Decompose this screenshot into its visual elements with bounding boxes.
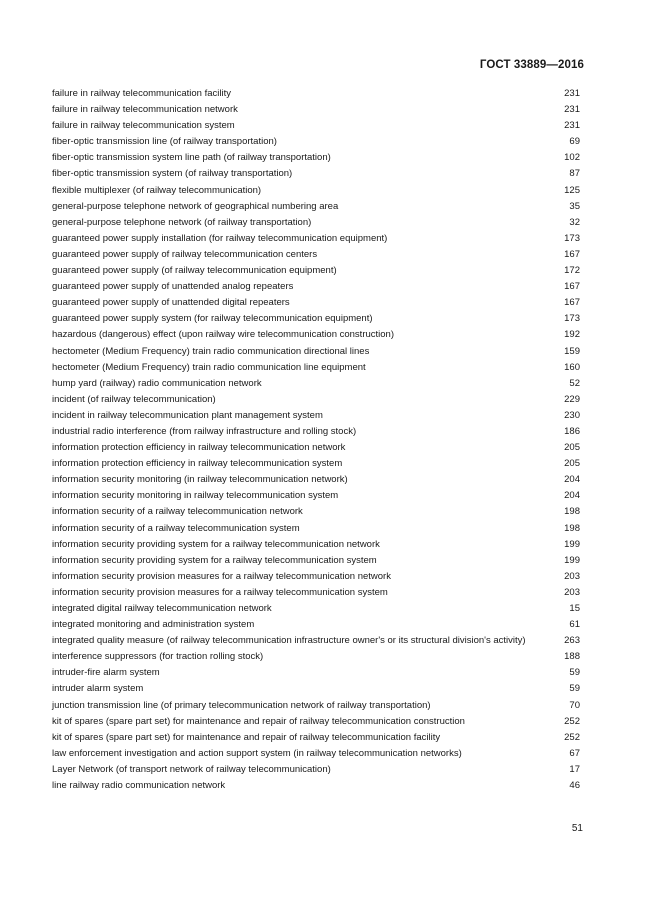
index-entry (52, 217, 580, 229)
entry-term: law enforcement investigation and action support system (in railway telecommunication networks) (52, 747, 462, 759)
entry-term: integrated quality measure (of railway telecommunication infrastructure owner's or its structural division's activity) (52, 635, 526, 647)
entry-page: 159 (564, 345, 580, 357)
entry-page: 252 (564, 731, 580, 743)
entry-term: fiber-optic transmission system line path (of railway transportation) (52, 152, 331, 164)
index-entry (52, 362, 580, 374)
entry-page: 186 (564, 425, 580, 437)
entry-term: failure in railway telecommunication system (52, 120, 235, 132)
entry-page: 102 (564, 152, 580, 164)
index-entry (52, 716, 580, 728)
entry-page: 203 (564, 570, 580, 582)
entry-term: industrial radio interference (from railway infrastructure and rolling stock) (52, 425, 357, 437)
entry-page: 204 (564, 490, 580, 502)
index-entry (52, 168, 580, 180)
index-entry (52, 201, 580, 213)
index-entry (52, 313, 580, 325)
entry-term: fiber-optic transmission line (of railway transportation) (52, 136, 277, 148)
index-entry (52, 249, 580, 261)
entry-term: information security monitoring (in railway telecommunication network) (52, 474, 348, 486)
index-entry (52, 410, 580, 422)
index-entry (52, 185, 580, 197)
entry-page: 263 (564, 635, 580, 647)
index-entry (52, 120, 580, 132)
entry-term: failure in railway telecommunication network (52, 104, 238, 116)
entry-page: 167 (564, 248, 580, 260)
entry-term: incident in railway telecommunication plant management system (52, 409, 323, 421)
entry-page: 67 (569, 747, 580, 759)
index-entry (52, 136, 580, 148)
entry-term: information security provision measures for a railway telecommunication network (52, 570, 391, 582)
entry-page: 52 (569, 377, 580, 389)
entry-term: guaranteed power supply system (for railway telecommunication equipment) (52, 313, 373, 325)
index-entry (52, 603, 580, 615)
index-entry (52, 571, 580, 583)
index-entry (52, 651, 580, 663)
entry-page: 173 (564, 232, 580, 244)
entry-term: hectometer (Medium Frequency) train radio communication line equipment (52, 361, 366, 373)
entry-term: junction transmission line (of primary telecommunication network of railway transportation) (52, 699, 431, 711)
index-entry (52, 394, 580, 406)
index-entry (52, 104, 580, 116)
entry-page: 203 (564, 586, 580, 598)
index-entry (52, 667, 580, 679)
entry-page: 229 (564, 393, 580, 405)
entry-page: 35 (569, 200, 580, 212)
entry-page: 188 (564, 651, 580, 663)
index-entry (52, 635, 580, 647)
entry-page: 231 (564, 120, 580, 132)
index-entry (52, 442, 580, 454)
entry-term: line railway radio communication network (52, 780, 226, 792)
entry-term: information protection efficiency in railway telecommunication network (52, 442, 346, 454)
index-entry (52, 265, 580, 277)
index-entry (52, 490, 580, 502)
entry-term: information security provision measures for a railway telecommunication system (52, 586, 388, 598)
entry-term: flexible multiplexer (of railway telecommunication) (52, 184, 262, 196)
entry-page: 160 (564, 361, 580, 373)
entry-term: information protection efficiency in railway telecommunication system (52, 458, 343, 470)
entry-page: 192 (564, 329, 580, 341)
entry-term: general-purpose telephone network (of railway transportation) (52, 216, 312, 228)
index-entry (52, 523, 580, 535)
entry-term: information security monitoring in railway telecommunication system (52, 490, 339, 502)
entry-term: kit of spares (spare part set) for maintenance and repair of railway telecommunication facility (52, 731, 441, 743)
index-entry (52, 748, 580, 760)
entry-page: 167 (564, 297, 580, 309)
entry-term: guaranteed power supply of unattended analog repeaters (52, 281, 294, 293)
entry-term: integrated digital railway telecommunication network (52, 603, 272, 614)
entry-page: 125 (564, 184, 580, 196)
entry-term: Layer Network (of transport network of railway telecommunication) (52, 763, 331, 775)
entry-page: 173 (564, 313, 580, 325)
entry-page: 32 (569, 216, 580, 228)
index-entry (52, 378, 580, 390)
entry-term: information security of a railway telecommunication network (52, 506, 303, 518)
entry-term: hectometer (Medium Frequency) train radio communication directional lines (52, 345, 370, 357)
entry-page: 199 (564, 554, 580, 566)
entry-page: 230 (564, 409, 580, 421)
entry-page: 204 (564, 474, 580, 486)
entry-term: incident (of railway telecommunication) (52, 393, 216, 405)
index-entry (52, 683, 580, 695)
entry-term: intruder alarm system (52, 683, 144, 695)
entry-page: 46 (569, 780, 580, 792)
entry-term: hazardous (dangerous) effect (upon railway wire telecommunication construction) (52, 329, 394, 341)
entry-page: 198 (564, 506, 580, 518)
index-entry (52, 329, 580, 341)
entry-term: intruder-fire alarm system (52, 667, 160, 679)
index-entry (52, 152, 580, 164)
index-entry (52, 619, 580, 631)
entry-term: integrated monitoring and administration system (52, 619, 255, 631)
entry-term: hump yard (railway) radio communication network (52, 377, 262, 389)
index-entry (52, 700, 580, 712)
index-entry (52, 587, 580, 599)
entry-page: 231 (564, 88, 580, 99)
index-entry (52, 732, 580, 744)
entry-term: information security of a railway telecommunication system (52, 522, 300, 534)
entry-term: failure in railway telecommunication facility (52, 88, 231, 99)
index-entry (52, 346, 580, 358)
entry-page: 70 (569, 699, 580, 711)
index-entry (52, 764, 580, 776)
entry-page: 59 (569, 683, 580, 695)
entry-page: 252 (564, 715, 580, 727)
entry-page: 198 (564, 522, 580, 534)
term-index (52, 88, 580, 796)
entry-term: information security providing system for a railway telecommunication system (52, 554, 377, 566)
index-entry (52, 426, 580, 438)
entry-term: kit of spares (spare part set) for maintenance and repair of railway telecommunication construction (52, 715, 465, 727)
index-entry (52, 88, 580, 100)
page-number: 51 (571, 823, 583, 834)
index-entry (52, 458, 580, 470)
entry-page: 61 (569, 619, 580, 631)
entry-term: guaranteed power supply installation (for railway telecommunication equipment) (52, 232, 388, 244)
index-entry (52, 539, 580, 551)
entry-term: guaranteed power supply of railway telecommunication centers (52, 248, 318, 260)
index-entry (52, 233, 580, 245)
entry-page: 69 (569, 136, 580, 148)
entry-page: 87 (569, 168, 580, 180)
document-header: ГОСТ 33889—2016 (479, 59, 584, 71)
entry-page: 205 (564, 458, 580, 470)
entry-term: information security providing system for a railway telecommunication network (52, 538, 380, 550)
index-entry (52, 780, 580, 792)
entry-page: 59 (569, 667, 580, 679)
index-entry (52, 281, 580, 293)
entry-page: 167 (564, 281, 580, 293)
index-entry (52, 506, 580, 518)
entry-page: 172 (564, 265, 580, 277)
entry-page: 231 (564, 104, 580, 116)
entry-term: guaranteed power supply of unattended digital repeaters (52, 297, 290, 309)
index-entry (52, 555, 580, 567)
entry-page: 199 (564, 538, 580, 550)
index-entry (52, 474, 580, 486)
entry-page: 205 (564, 442, 580, 454)
entry-term: guaranteed power supply (of railway telecommunication equipment) (52, 265, 337, 277)
entry-page: 15 (569, 603, 580, 614)
entry-term: general-purpose telephone network of geographical numbering area (52, 200, 339, 212)
entry-page: 17 (569, 763, 580, 775)
index-entry (52, 297, 580, 309)
entry-term: interference suppressors (for traction rolling stock) (52, 651, 264, 663)
entry-term: fiber-optic transmission system (of railway transportation) (52, 168, 293, 180)
